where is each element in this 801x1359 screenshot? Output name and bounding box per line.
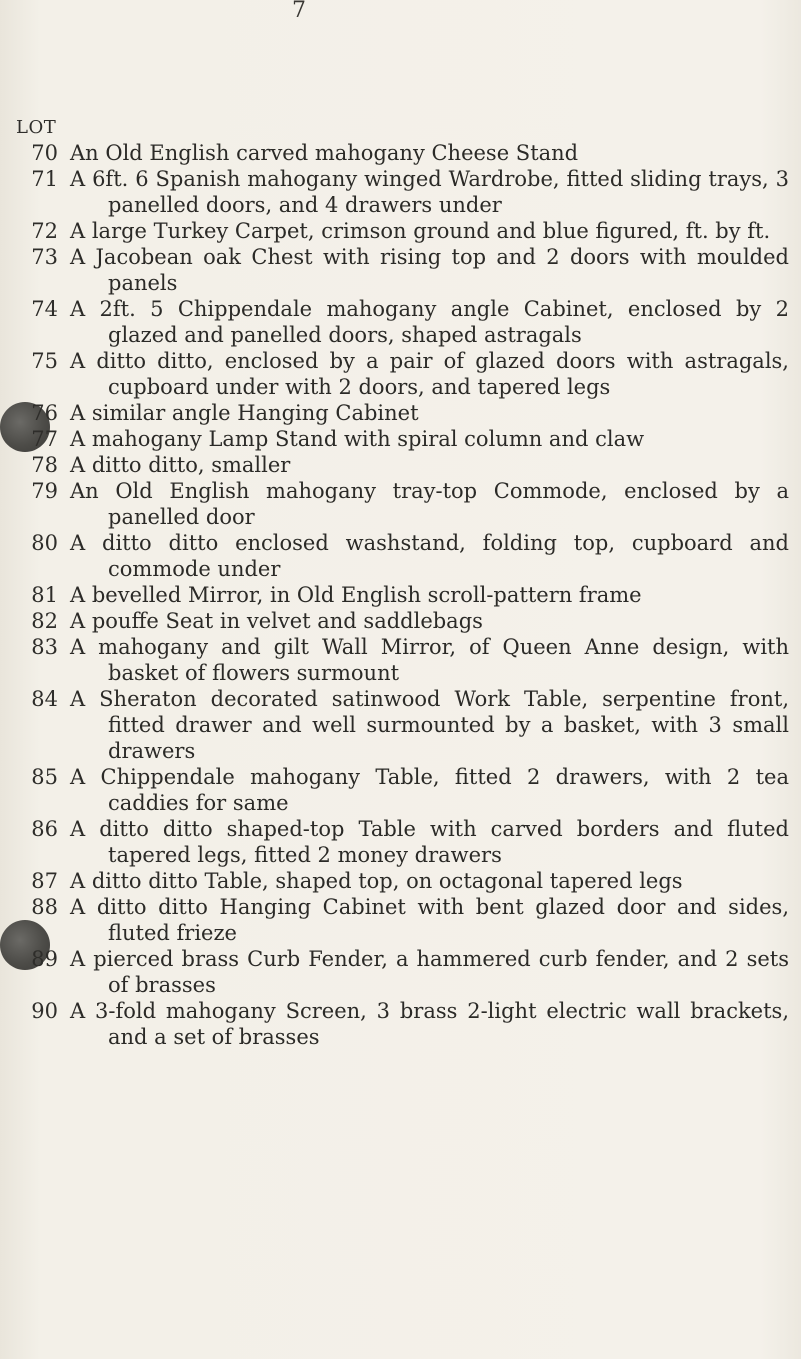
lot-number: 77 bbox=[31, 427, 58, 451]
lot-description: A ditto ditto enclosed washstand, folding top, cupboard and commode under bbox=[70, 531, 789, 581]
lot-description: A ditto ditto, smaller bbox=[70, 453, 291, 477]
lot-number: 70 bbox=[31, 141, 58, 165]
lot-description: A pouffe Seat in velvet and saddlebags bbox=[70, 609, 483, 633]
lot-description: A similar angle Hanging Cabinet bbox=[70, 401, 419, 425]
lot-entry bbox=[0, 400, 801, 426]
lot-description: An Old English mahogany tray-top Commode, enclosed by a panelled door bbox=[70, 479, 789, 529]
lot-number: 90 bbox=[31, 999, 58, 1023]
lot-entry bbox=[0, 426, 801, 452]
lot-description: A 2ft. 5 Chippendale mahogany angle Cabinet, enclosed by 2 glazed and panelled doors, shaped astragals bbox=[70, 297, 789, 347]
lot-entry bbox=[0, 140, 801, 166]
lot-entry bbox=[0, 894, 801, 946]
lot-description: A mahogany Lamp Stand with spiral column and claw bbox=[70, 427, 645, 451]
lot-number: 75 bbox=[31, 349, 58, 373]
lot-entry bbox=[0, 686, 801, 764]
page-mark: 7 bbox=[292, 0, 306, 23]
lot-number: 81 bbox=[31, 583, 58, 607]
lot-description: A 6ft. 6 Spanish mahogany winged Wardrobe, fitted sliding trays, 3 panelled doors, and 4 drawers under bbox=[70, 167, 789, 217]
lot-number: 74 bbox=[31, 297, 58, 321]
lot-number: 86 bbox=[31, 817, 58, 841]
lot-entry bbox=[0, 582, 801, 608]
lot-entry bbox=[0, 166, 801, 218]
lot-description: A large Turkey Carpet, crimson ground and blue figured, ft. by ft. bbox=[70, 219, 771, 243]
lot-number: 73 bbox=[31, 245, 58, 269]
lot-entry bbox=[0, 946, 801, 998]
lot-entry bbox=[0, 478, 801, 530]
lot-description: A pierced brass Curb Fender, a hammered curb fender, and 2 sets of brasses bbox=[70, 947, 789, 997]
lot-description: A bevelled Mirror, in Old English scroll-pattern frame bbox=[70, 583, 642, 607]
lot-description: A mahogany and gilt Wall Mirror, of Queen Anne design, with basket of flowers surmount bbox=[70, 635, 789, 685]
lot-entry bbox=[0, 452, 801, 478]
lot-description: A Chippendale mahogany Table, fitted 2 drawers, with 2 tea caddies for same bbox=[70, 765, 789, 815]
lot-entry bbox=[0, 764, 801, 816]
lot-description: An Old English carved mahogany Cheese Stand bbox=[70, 141, 579, 165]
lot-number: 85 bbox=[31, 765, 58, 789]
lot-entry bbox=[0, 608, 801, 634]
lot-entry bbox=[0, 816, 801, 868]
lot-entry bbox=[0, 218, 801, 244]
lot-description: A 3-fold mahogany Screen, 3 brass 2-light electric wall brackets, and a set of brasses bbox=[70, 999, 789, 1049]
lot-description: A ditto ditto Hanging Cabinet with bent glazed door and sides, fluted frieze bbox=[70, 895, 789, 945]
lot-entry bbox=[0, 530, 801, 582]
lot-number: 72 bbox=[31, 219, 58, 243]
lot-entry bbox=[0, 998, 801, 1050]
lot-number: 87 bbox=[31, 869, 58, 893]
lot-number: 71 bbox=[31, 167, 58, 191]
lot-description: A ditto ditto shaped-top Table with carved borders and fluted tapered legs, fitted 2 money drawers bbox=[70, 817, 789, 867]
lot-number: 76 bbox=[31, 401, 58, 425]
lot-number: 89 bbox=[31, 947, 58, 971]
lot-number: 88 bbox=[31, 895, 58, 919]
lot-entry bbox=[0, 348, 801, 400]
lot-description: A ditto ditto, enclosed by a pair of glazed doors with astragals, cupboard under with 2 doors, and tapered legs bbox=[70, 349, 789, 399]
lot-list bbox=[0, 140, 801, 1050]
lot-description: A Sheraton decorated satinwood Work Table, serpentine front, fitted drawer and well surmounted by a basket, with 3 small drawers bbox=[70, 687, 789, 763]
lot-description: A Jacobean oak Chest with rising top and 2 doors with moulded panels bbox=[70, 245, 789, 295]
lot-entry bbox=[0, 634, 801, 686]
lot-number: 84 bbox=[31, 687, 58, 711]
lot-number: 78 bbox=[31, 453, 58, 477]
lot-number: 79 bbox=[31, 479, 58, 503]
lot-number: 83 bbox=[31, 635, 58, 659]
lot-entry bbox=[0, 244, 801, 296]
lot-entry bbox=[0, 296, 801, 348]
lot-column-header: LOT bbox=[16, 117, 57, 138]
lot-description: A ditto ditto Table, shaped top, on octagonal tapered legs bbox=[70, 869, 683, 893]
lot-number: 80 bbox=[31, 531, 58, 555]
lot-number: 82 bbox=[31, 609, 58, 633]
lot-entry bbox=[0, 868, 801, 894]
